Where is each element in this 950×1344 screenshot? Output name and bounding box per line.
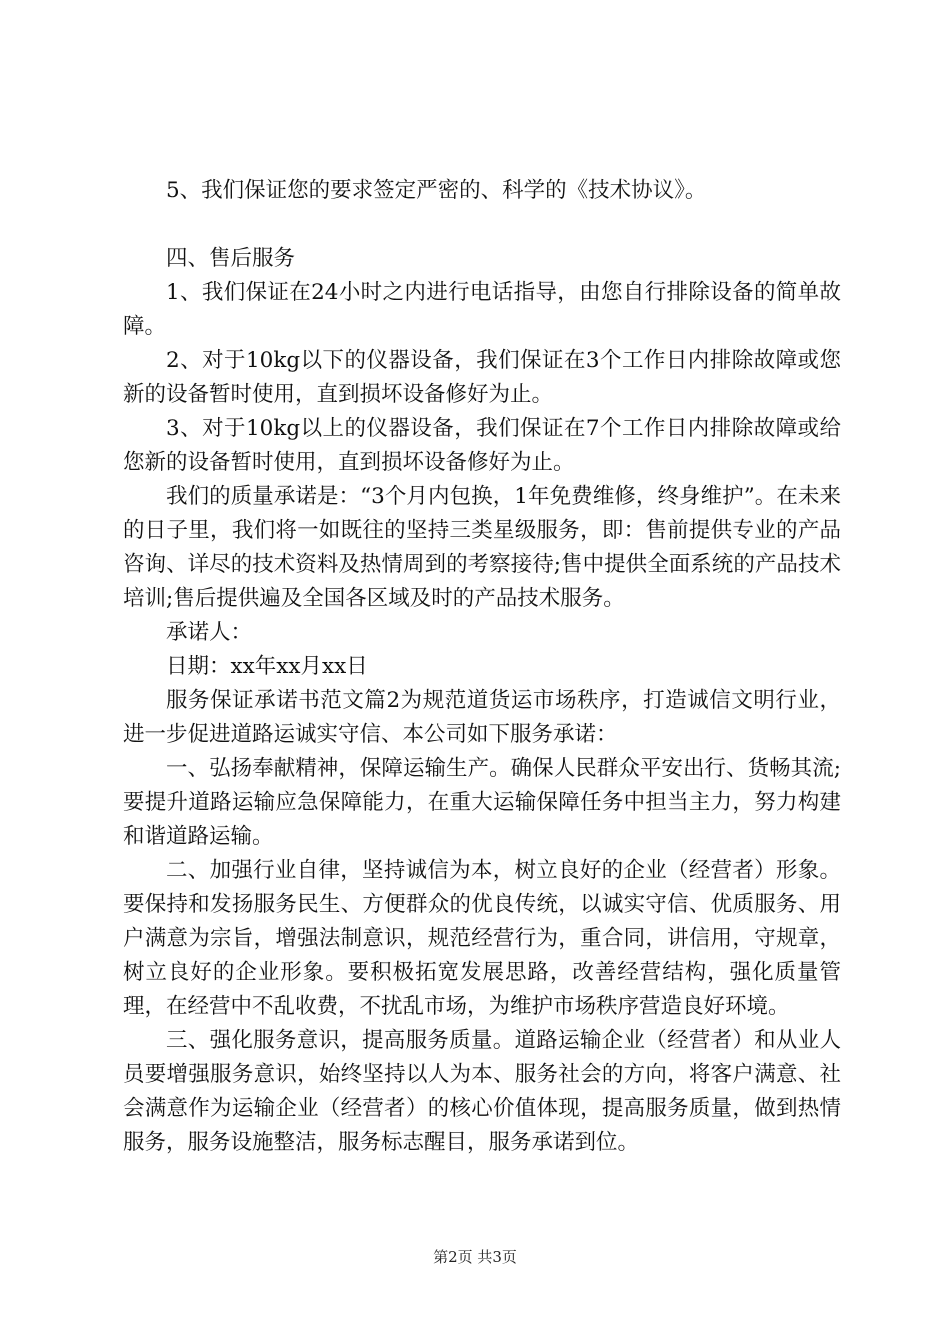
paragraph-quality-promise: 我们的质量承诺是：“3个月内包换，1年免费维修，终身维护”。在未来的日子里，我们将一如既往的坚持三类星级服务，即：售前提供专业的产品咨询、详尽的技术资料及热情周到的考察接待;售中提供全面系统的产品技术培训;售后提供遍及全国各区域及时的产品技术服务。 <box>123 484 841 611</box>
page-footer: 第2页 共3页 <box>433 1248 517 1266</box>
paragraph-commitment-1: 一、弘扬奉献精神，保障运输生产。确保人民群众平安出行、货畅其流;要提升道路运输应急保障能力，在重大运输保障任务中担当主力，努力构建和谐道路运输。 <box>123 756 841 849</box>
paragraph-after-sales-2: 2、对于10kg以下的仪器设备，我们保证在3个工作日内排除故障或您新的设备暂时使用，直到损坏设备修好为止。 <box>123 348 841 407</box>
paragraph-item-5: 5、我们保证您的要求签定严密的、科学的《技术协议》。 <box>166 178 707 203</box>
paragraph-after-sales-3: 3、对于10kg以上的仪器设备，我们保证在7个工作日内排除故障或给您新的设备暂时使用，直到损坏设备修好为止。 <box>123 416 841 475</box>
paragraph-sample-2-intro: 服务保证承诺书范文篇2为规范道货运市场秩序，打造诚信文明行业，进一步促进道路运诚实守信、本公司如下服务承诺： <box>123 688 841 747</box>
document-body <box>123 174 841 1160</box>
paragraph-commitment-3: 三、强化服务意识，提高服务质量。道路运输企业（经营者）和从业人员要增强服务意识，始终坚持以人为本、服务社会的方向，将客户满意、社会满意作为运输企业（经营者）的核心价值体现，提高服务质量，做到热情服务，服务设施整洁，服务标志醒目，服务承诺到位。 <box>123 1028 841 1155</box>
section-heading-after-sales: 四、售后服务 <box>166 246 296 271</box>
date-line: 日期：xx年xx月xx日 <box>166 654 368 679</box>
paragraph-commitment-2: 二、加强行业自律，坚持诚信为本，树立良好的企业（经营者）形象。要保持和发扬服务民生、方便群众的优良传统，以诚实守信、优质服务、用户满意为宗旨，增强法制意识，规范经营行为，重合同，讲信用，守规章，树立良好的企业形象。要积极拓宽发展思路，改善经营结构，强化质量管理，在经营中不乱收费，不扰乱市场，为维护市场秩序营造良好环境。 <box>123 858 841 1019</box>
paragraph-after-sales-1: 1、我们保证在24小时之内进行电话指导，由您自行排除设备的简单故障。 <box>123 280 841 339</box>
promisor-line: 承诺人： <box>166 620 253 645</box>
